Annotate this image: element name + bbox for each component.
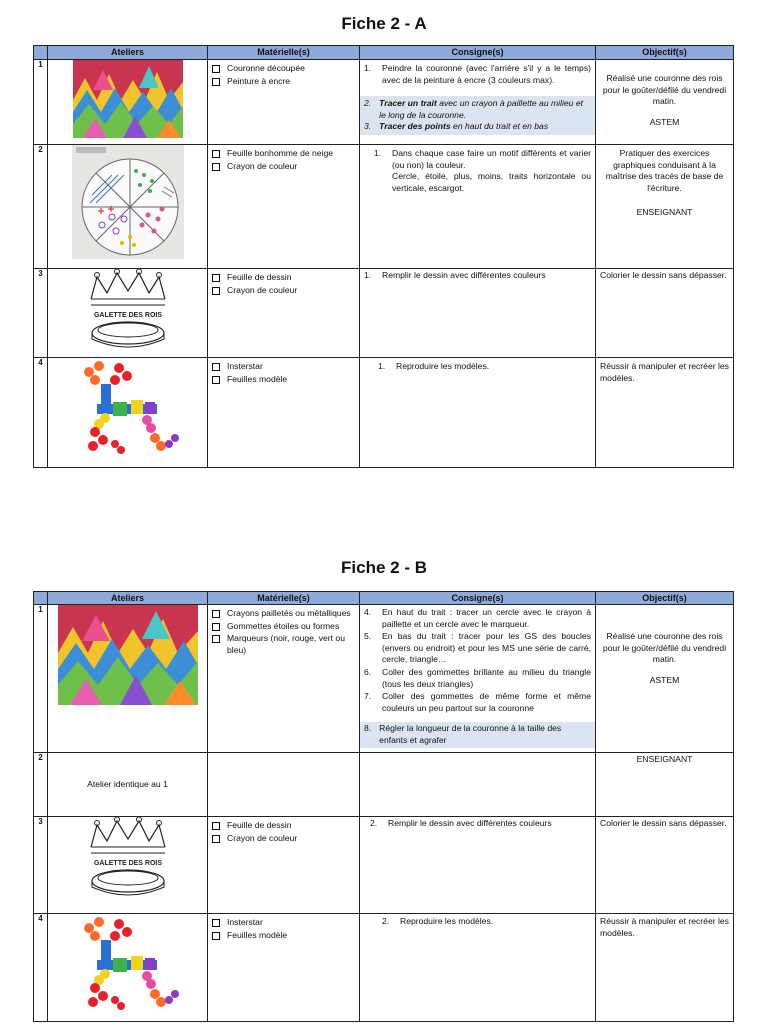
row-number: 3 xyxy=(34,817,48,914)
objectif-cell xyxy=(596,60,734,145)
list-item: 4. En haut du trait : tracer un cercle avec le crayon à paillette et un cercle avec le marqueur. xyxy=(364,607,591,629)
role-label: ASTEM xyxy=(649,116,680,127)
materiel-cell xyxy=(208,914,360,1022)
atelier-image xyxy=(48,145,208,269)
table-row xyxy=(34,60,734,145)
list-item: 1. Remplir le dessin avec différentes couleurs xyxy=(364,270,546,280)
atelier-image xyxy=(48,358,208,468)
insterstar-model xyxy=(75,358,181,458)
row-number: 1 xyxy=(34,60,48,145)
galette-label: GALETTE DES ROIS xyxy=(93,312,162,319)
checkbox-icon xyxy=(212,287,220,295)
header-objectif: Objectif(s) xyxy=(596,46,734,60)
atelier-identique-text: Atelier identique au 1 xyxy=(87,778,168,789)
header-ateliers: Ateliers xyxy=(48,592,208,605)
header-consigne: Consigne(s) xyxy=(360,592,596,605)
row-number: 1 xyxy=(34,605,48,753)
materiel-cell xyxy=(208,358,360,468)
consigne-cell xyxy=(360,269,596,358)
checkbox-icon xyxy=(212,376,220,384)
checkbox-icon xyxy=(212,835,220,843)
list-item: 5. En bas du trait : tracer pour les GS des boucles (envers ou endroit) et pour les MS une série de carré, cercle, triangle… xyxy=(364,631,591,665)
galette-drawing xyxy=(83,269,173,351)
atelier-image xyxy=(48,605,208,753)
list-item: Feuille bonhomme de neige xyxy=(212,148,356,160)
header-objectif: Objectif(s) xyxy=(596,592,734,605)
list-item: Crayon de couleur xyxy=(212,161,356,173)
objectif-text: Pratiquer des exercices graphiques conduisant à la maîtrise des tracés de base de l'écriture. xyxy=(605,148,724,193)
row-number: 2 xyxy=(34,753,48,817)
materiel-cell xyxy=(208,605,360,753)
materiel-cell xyxy=(208,817,360,914)
objectif-cell xyxy=(596,914,734,1022)
list-item: Crayons pailletés ou métalliques xyxy=(212,608,356,620)
header-ateliers: Ateliers xyxy=(48,46,208,60)
table-row xyxy=(34,358,734,468)
materiel-cell xyxy=(208,145,360,269)
atelier-image xyxy=(48,60,208,145)
role-label: ENSEIGNANT xyxy=(636,207,693,218)
list-item: Feuille de dessin xyxy=(212,272,356,284)
header-corner xyxy=(34,46,48,60)
sheet-a-table xyxy=(33,45,734,468)
objectif-cell xyxy=(596,269,734,358)
checkbox-icon xyxy=(212,822,220,830)
list-item: 2. Remplir le dessin avec différentes couleurs xyxy=(370,818,552,828)
objectif-text: Réussir à manipuler et recréer les modèles. xyxy=(600,916,729,938)
objectif-text: Réussir à manipuler et recréer les modèles. xyxy=(600,361,729,383)
objectif-text: Réalisé une couronne des rois pour le goûter/défilé du vendredi matin. xyxy=(602,73,727,107)
insterstar-model xyxy=(75,914,181,1014)
checkbox-icon xyxy=(212,363,220,371)
list-item: Feuilles modèle xyxy=(212,930,356,942)
checkbox-icon xyxy=(212,150,220,158)
header-materiel: Matérielle(s) xyxy=(208,46,360,60)
header-materiel: Matérielle(s) xyxy=(208,592,360,605)
objectif-cell xyxy=(596,605,734,753)
header-consigne: Consigne(s) xyxy=(360,46,596,60)
materiel-cell xyxy=(208,269,360,358)
galette-drawing xyxy=(83,817,173,899)
worksheet-photo xyxy=(72,145,184,259)
objectif-text: Réalisé une couronne des rois pour le goûter/défilé du vendredi matin. xyxy=(602,631,727,665)
list-item: Insterstar xyxy=(212,917,356,929)
objectif-cell xyxy=(596,145,734,269)
objectif-cell xyxy=(596,753,734,817)
table-row xyxy=(34,145,734,269)
row-number: 3 xyxy=(34,269,48,358)
atelier-text-cell xyxy=(48,753,208,817)
objectif-text: Colorier le dessin sans dépasser. xyxy=(600,818,727,828)
consigne-cell xyxy=(360,753,596,817)
consigne-cell xyxy=(360,358,596,468)
consigne-cell xyxy=(360,817,596,914)
list-item: Marqueurs (noir, rouge, vert ou bleu) xyxy=(212,633,356,656)
atelier-image xyxy=(48,817,208,914)
table-row xyxy=(34,605,734,753)
role-label: ASTEM xyxy=(649,674,680,685)
materiel-cell xyxy=(208,753,360,817)
checkbox-icon xyxy=(212,610,220,618)
list-item: Crayon de couleur xyxy=(212,285,356,297)
table-row xyxy=(34,753,734,817)
table-row xyxy=(34,817,734,914)
checkbox-icon xyxy=(212,65,220,73)
list-item: Peinture à encre xyxy=(212,76,356,88)
sheet-b-table xyxy=(33,591,734,1022)
checkbox-icon xyxy=(212,932,220,940)
role-label: ENSEIGNANT xyxy=(636,754,693,764)
consigne-cell xyxy=(360,914,596,1022)
atelier-image xyxy=(48,914,208,1022)
list-item: 1. Peindre la couronne (avec l'arrière s'il y a le temps) avec de la peinture à encre (3 couleurs max). xyxy=(364,63,591,85)
list-item: Feuilles modèle xyxy=(212,374,356,386)
row-number: 4 xyxy=(34,358,48,468)
list-item: 1. Reproduire les modèles. xyxy=(378,361,490,371)
objectif-text: Colorier le dessin sans dépasser. xyxy=(600,270,727,280)
list-item: Feuille de dessin xyxy=(212,820,356,832)
checkbox-icon xyxy=(212,919,220,927)
header-corner xyxy=(34,592,48,605)
crowns-photo xyxy=(58,605,198,705)
table-row xyxy=(34,269,734,358)
objectif-cell xyxy=(596,358,734,468)
list-item: 3. Tracer des points en haut du trait et en bas xyxy=(364,121,549,132)
list-item: 8. Régler la longueur de la couronne à la taille des enfants et agrafer xyxy=(364,723,562,745)
row-number: 4 xyxy=(34,914,48,1022)
list-item: 2. Tracer un trait avec un crayon à paillette au milieu et le long de la couronne. xyxy=(364,98,583,120)
list-item: 6. Coller des gommettes brillante au milieu du triangle (tous les deux triangles) xyxy=(364,666,591,689)
atelier-image xyxy=(48,269,208,358)
checkbox-icon xyxy=(212,78,220,86)
list-item: 7. Coller des gommettes de même forme et même couleurs un peu partout sur la couronne xyxy=(364,691,591,713)
sheet-b-title: Fiche 2 - B xyxy=(341,558,427,577)
consigne-cell xyxy=(360,60,596,145)
consigne-cell xyxy=(360,605,596,753)
list-item: Crayon de couleur xyxy=(212,833,356,845)
list-item: 1. Dans chaque case faire un motif différents et varier (ou non) la couleur. Cercle, étoile, plus, moins, traits horizontale ou verticale, escargot. xyxy=(374,148,591,193)
crowns-photo xyxy=(73,60,183,138)
checkbox-icon xyxy=(212,163,220,171)
list-item: Gommettes étoiles ou formes xyxy=(212,621,356,633)
checkbox-icon xyxy=(212,635,220,643)
list-item: Insterstar xyxy=(212,361,356,373)
galette-label: GALETTE DES ROIS xyxy=(93,860,162,867)
row-number: 2 xyxy=(34,145,48,269)
list-item: Couronne découpée xyxy=(212,63,356,75)
list-item: 2. Reproduire les modèles. xyxy=(382,916,494,926)
table-row xyxy=(34,914,734,1022)
sheet-a-title: Fiche 2 - A xyxy=(341,14,427,33)
checkbox-icon xyxy=(212,623,220,631)
materiel-cell xyxy=(208,60,360,145)
objectif-cell xyxy=(596,817,734,914)
consigne-cell xyxy=(360,145,596,269)
checkbox-icon xyxy=(212,274,220,282)
